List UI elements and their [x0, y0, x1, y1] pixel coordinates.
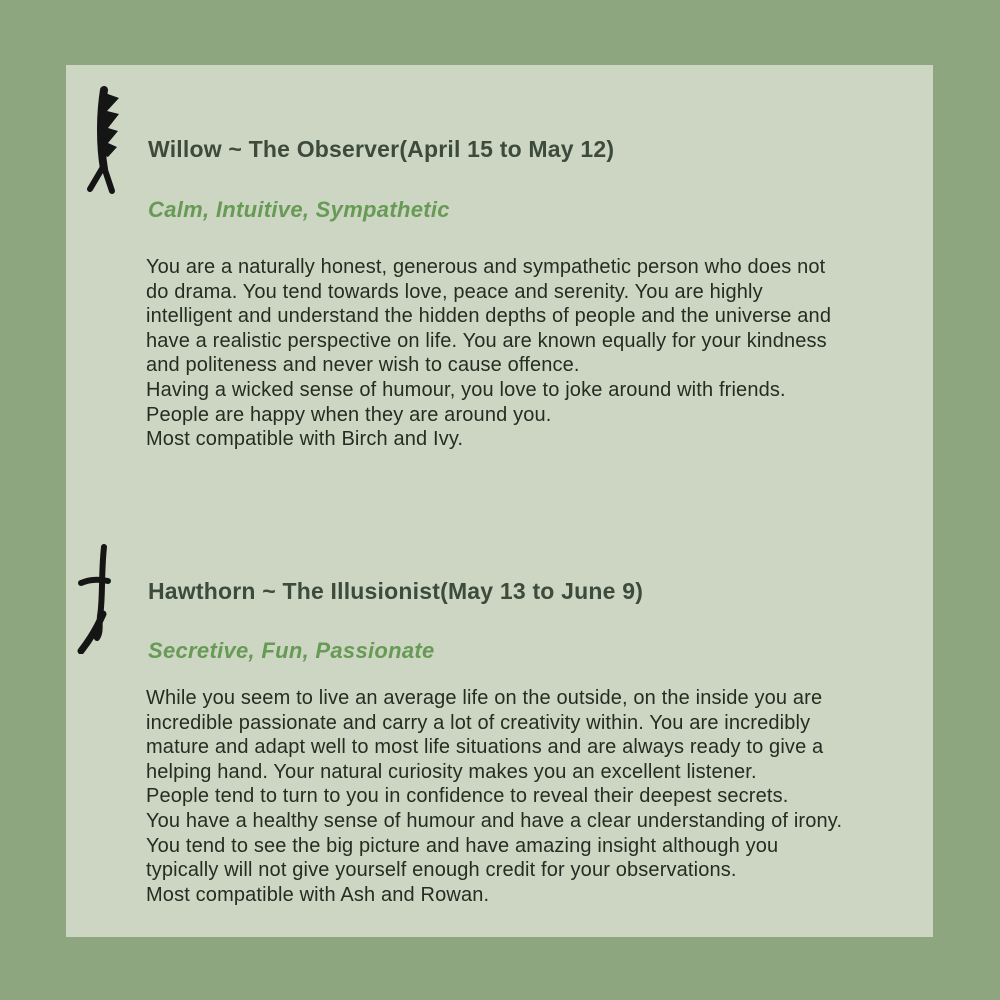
hawthorn-title: Hawthorn ~ The Illusionist(May 13 to June 9): [148, 578, 644, 604]
body-line: While you seem to live an average life on the outside, on the inside you are: [146, 687, 823, 709]
willow-title: Willow ~ The Observer(April 15 to May 12): [148, 136, 615, 162]
willow-ogham-icon: [86, 85, 120, 199]
hawthorn-traits: Secretive, Fun, Passionate: [148, 638, 435, 663]
body-line: People are happy when they are around you.: [146, 403, 552, 426]
body-line: do drama. You tend towards love, peace and serenity. You are highly: [146, 280, 763, 303]
willow-traits: Calm, Intuitive, Sympathetic: [148, 197, 450, 222]
body-line: You tend to see the big picture and have amazing insight although you: [146, 834, 779, 857]
body-line: Most compatible with Birch and Ivy.: [146, 428, 464, 451]
willow-description: [146, 255, 831, 452]
body-line: intelligent and understand the hidden depths of people and the universe and: [146, 305, 832, 328]
body-line: People tend to turn to you in confidence to reveal their deepest secrets.: [146, 785, 789, 808]
content-panel: [66, 65, 933, 937]
body-line: have a realistic perspective on life. You are known equally for your kindness: [146, 329, 827, 352]
body-line: and politeness and never wish to cause offence.: [146, 354, 580, 377]
hawthorn-ogham-icon: [76, 544, 114, 654]
body-line: incredible passionate and carry a lot of creativity within. You are incredibly: [146, 711, 811, 734]
body-line: mature and adapt well to most life situations and are always ready to give a: [146, 736, 824, 759]
body-line: typically will not give yourself enough credit for your observations.: [146, 859, 737, 882]
body-line: You have a healthy sense of humour and have a clear understanding of irony.: [146, 809, 843, 832]
body-line: Having a wicked sense of humour, you love to joke around with friends.: [146, 378, 786, 401]
hawthorn-description: [146, 686, 842, 907]
body-line: Most compatible with Ash and Rowan.: [146, 883, 490, 906]
body-line: You are a naturally honest, generous and sympathetic person who does not: [146, 256, 826, 278]
body-line: helping hand. Your natural curiosity makes you an excellent listener.: [146, 760, 757, 783]
